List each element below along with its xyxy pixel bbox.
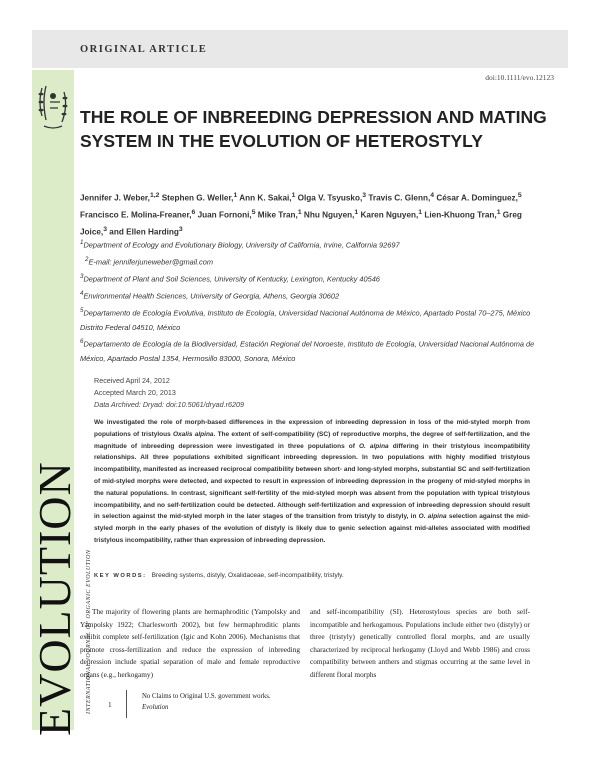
article-dates: [94, 375, 244, 411]
received-date: Received April 24, 2012: [94, 376, 170, 385]
article-type-banner: [32, 30, 568, 68]
affiliation: $^3$Department of Plant and Soil Sciences, University of Kentucky, Lexington, Kentucky 40546: [80, 272, 380, 284]
doi[interactable]: doi:10.1111/evo.12123: [485, 73, 554, 82]
article-title: THE ROLE OF INBREEDING DEPRESSION AND MATING SYSTEM IN THE EVOLUTION OF HETEROSTYLY: [80, 107, 547, 151]
body-column-left: The majority of flowering plants are hermaphroditic (Yampolsky and Yampolsky 1922; Charlesworth 2002), but few hermaphroditic plants exhibit complete self-fertilization (Igic and Kohn 2006). Mechanisms that promote cross-fertilization and reduce the expression of inbreeding depression include spatial separation of male and female reproductive organs (e.g., herkogamy): [80, 607, 300, 679]
keywords-label: KEY WORDS:: [94, 573, 147, 579]
data-archive[interactable]: Data Archived: Dryad: doi:10.5061/dryad.r6209: [94, 400, 244, 409]
affiliation: $^1$Department of Ecology and Evolutionary Biology, University of California, Irvine, California 92697: [80, 239, 400, 250]
journal-footer-name: Evolution: [142, 704, 169, 711]
keywords: [94, 572, 530, 579]
affiliations: [80, 236, 550, 367]
affiliation: $^6$Departamento de Ecología de la Biodiversidad, Estación Regional del Noroeste, Instituto de Ecología, Universidad Nacional Autónoma de México, Apartado Postal 1354, Hermosillo 83000, Sonora, México: [80, 338, 535, 364]
footer-divider: [126, 690, 127, 718]
society-logo-icon: [36, 82, 70, 132]
affiliation: $^5$Departamento de Ecología Evolutiva, Instituto de Ecología, Universidad Nacional Autónoma de México, Apartado Postal 70–275, México Distrito Federal 04510, México: [80, 306, 531, 332]
body-column-right: and self-incompatibility (SI). Heterostylous species are both self-incompatible and herkogamous. Populations include either two (distyly) or three (tristyly) genetically controlled floral morphs, and are usually characterized by reciprocal herkogamy (Lloyd and Webb 1986) and cross compatibility between anthers and stigmas occurring at the same level in different floral morphs: [310, 607, 530, 679]
article-type-label: ORIGINAL ARTICLE: [80, 44, 208, 55]
corresponding-email[interactable]: $^2$E-mail: jenniferjuneweber@gmail.com: [85, 255, 214, 267]
journal-name: EVOLUTION: [29, 461, 80, 736]
journal-subtitle: INTERNATIONAL JOURNAL OF ORGANIC EVOLUTION: [86, 549, 92, 714]
author-list: Jennifer J. Weber,$^{1,2}$ Stephen G. Weller,$^1$ Ann K. Sakai,$^1$ Olga V. Tsyusko,$^3$ Travis C. Glenn,$^4$ César A. Dominguez,$^5$ Francisco E. Molina-Freaner,$^6$ Juan Fornoni,$^5$ Mike Tran,$^1$ Nhu Nguyen,$^1$ Karen Nguyen,$^1$ Lien-Khuong Tran,$^1$ Greg Joice,$^3$ and Ellen Harding$^3$: [80, 192, 522, 238]
abstract: [94, 417, 530, 547]
footer-note: [142, 691, 271, 713]
copyright-note: No Claims to Original U.S. government works.: [142, 693, 271, 700]
abstract-text: We investigated the role of morph-based differences in the expression of inbreeding depression in loss of the mid-styled morph from populations of tristylous Oxalis alpina. The extent of self-compatibility (SC) of reproductive morphs, the degree of self-fertilization, and the magnitude of inbreeding depression were investigated in three populations of O. alpina differing in their tristylous incompatibility relationships. All three populations exhibited significant inbreeding depression. In two populations with highly modified tristylous incompatibility, manifested as increased reciprocal compatibility between short- and long-styled morphs, substantial SC and self-fertilization of mid-styled morphs were detected, and expected to result in expression of inbreeding depression in the progeny of mid-styled morphs in the natural populations. In contrast, significant self-fertility of the mid-styled morph was absent from the population with typical tristylous incompatibility, and no self-fertilization could be detected. Although self-fertilization and expression of inbreeding depression should result in selection against the mid-styled morph in the later stages of the transition from tristyly to distyly, in O. alpina selection against the mid-styled morph in the early phases of the evolution of distyly is likely due to genic selection against mid-alleles associated with modified tristylous incompatibility, rather than expression of inbreeding depression.: [94, 419, 530, 544]
page-number: 1: [108, 700, 112, 709]
accepted-date: Accepted March 20, 2013: [94, 388, 176, 397]
keywords-text: Breeding systems, distyly, Oxalidaceae, self-incompatibility, tristyly.: [151, 572, 344, 579]
affiliation: $^4$Environmental Health Sciences, University of Georgia, Athens, Georgia 30602: [80, 289, 340, 301]
